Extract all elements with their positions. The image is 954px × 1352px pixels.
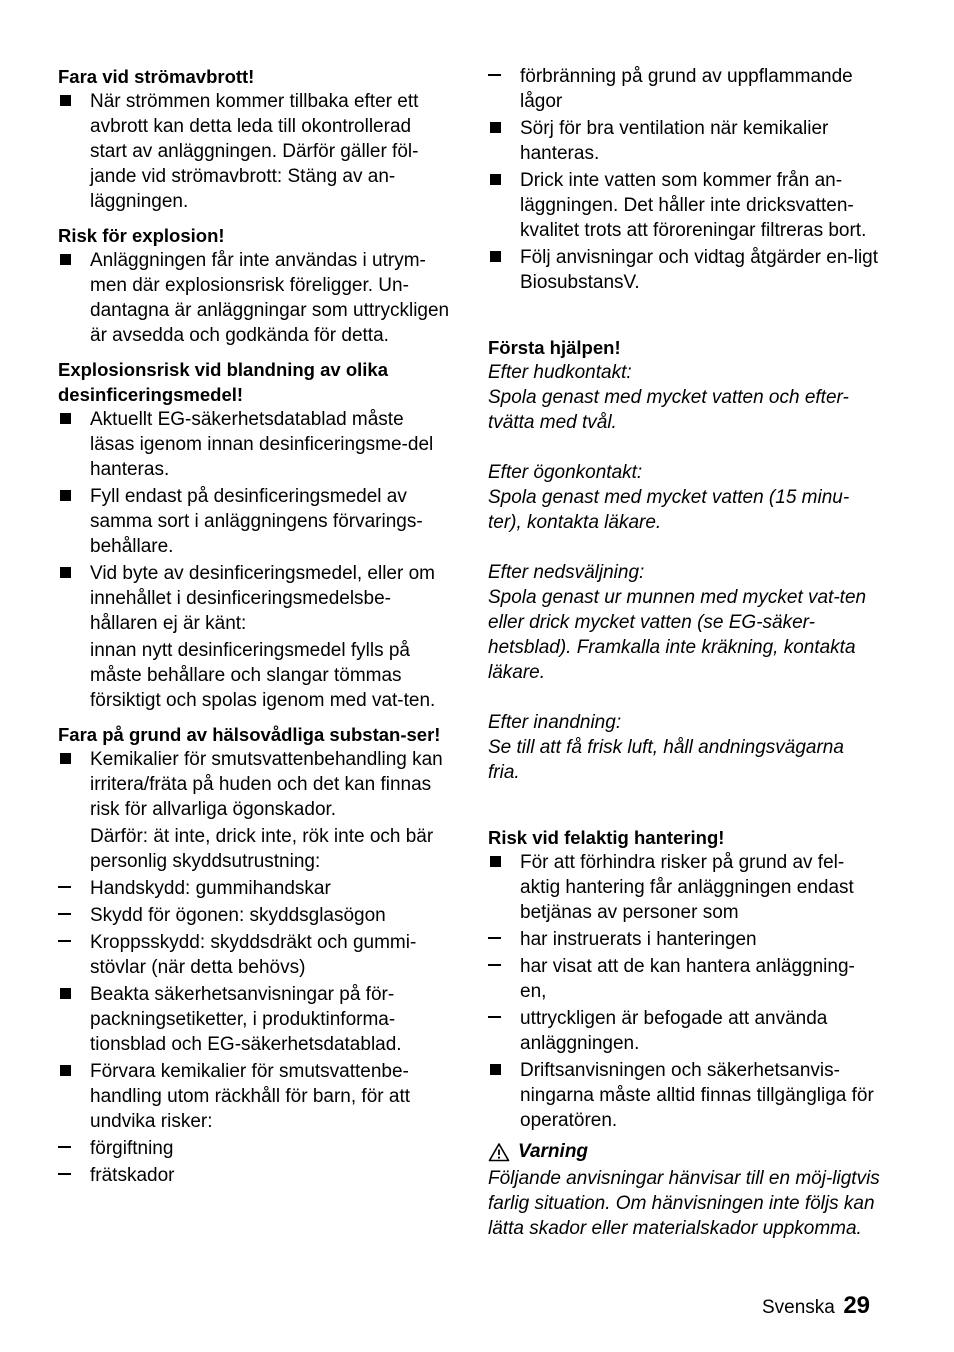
- first-aid-swallow-label: Efter nedsväljning:: [488, 562, 645, 583]
- square-bullet-icon: [488, 168, 520, 193]
- heading-explosion-risk: Risk för explosion!: [58, 225, 225, 246]
- dash-text: har instruerats i hanteringen: [520, 929, 757, 950]
- bullet-item: [488, 850, 880, 925]
- dash-item: [58, 903, 450, 928]
- bullet-text: Förvara kemikalier för smutsvattenbe-handling utom räckhåll för barn, för att undvika risker:: [90, 1061, 411, 1132]
- first-aid-skin-label: Efter hudkontakt:: [488, 362, 632, 383]
- first-aid-eye-text: Spola genast med mycket vatten (15 minu-ter), kontakta läkare.: [488, 487, 850, 533]
- bullet-item: [488, 245, 880, 295]
- square-bullet-icon: [58, 561, 90, 586]
- square-bullet-icon: [488, 850, 520, 875]
- square-bullet-icon: [58, 982, 90, 1007]
- dash-text: Skydd för ögonen: skyddsglasögon: [90, 905, 386, 926]
- page-number: 29: [843, 1292, 871, 1319]
- first-aid-skin-text: Spola genast med mycket vatten och efter-tvätta med tvål.: [488, 387, 849, 433]
- bullet-text: Drick inte vatten som kommer från an-läggningen. Det håller inte dricksvatten-kvalitet trots att föroreningar filtreras bort.: [520, 170, 867, 241]
- bullet-continuation: innan nytt desinficeringsmedel fylls på måste behållare och slangar tömmas försiktigt och spolas igenom med vat-ten.: [90, 640, 436, 711]
- warning-label: Varning: [518, 1141, 589, 1162]
- heading-disinfectant-mixing: Explosionsrisk vid blandning av olika desinficeringsmedel!: [58, 359, 389, 405]
- dash-text: har visat att de kan hantera anläggning-en,: [520, 956, 855, 1002]
- bullet-item: [58, 248, 450, 348]
- first-aid-eye-label: Efter ögonkontakt:: [488, 462, 643, 483]
- dash-item: [58, 1136, 450, 1161]
- heading-first-aid: Första hjälpen!: [488, 337, 621, 358]
- first-aid-inhale-text: Se till att få frisk luft, håll andningsvägarna fria.: [488, 737, 844, 783]
- dash-item: [58, 876, 450, 901]
- dash-bullet-icon: [58, 930, 90, 955]
- dash-text: förgiftning: [90, 1138, 174, 1159]
- dash-bullet-icon: [488, 64, 520, 89]
- warning-text: Följande anvisningar hänvisar till en möj-ligtvis farlig situation. Om hänvisningen inte följs kan lätta skador eller materialskador uppkomma.: [488, 1168, 880, 1239]
- bullet-text: Aktuellt EG-säkerhetsdatablad måste läsas igenom innan desinficeringsme-del hanteras.: [90, 409, 434, 480]
- bullet-item: [58, 89, 450, 214]
- dash-text: Kroppsskydd: skyddsdräkt och gummi-stövlar (när detta behövs): [90, 932, 417, 978]
- heading-hazardous-substances: Fara på grund av hälsovådliga substan-ser!: [58, 724, 441, 745]
- dash-item: [488, 64, 880, 114]
- dash-text: uttryckligen är befogade att använda anläggningen.: [520, 1008, 828, 1054]
- dash-item: [488, 1006, 880, 1056]
- square-bullet-icon: [58, 747, 90, 772]
- bullet-text: Sörj för bra ventilation när kemikalier hanteras.: [520, 118, 829, 164]
- dash-bullet-icon: [58, 876, 90, 901]
- bullet-item: [58, 982, 450, 1057]
- footer-language: Svenska: [762, 1297, 835, 1318]
- bullet-item: [58, 747, 450, 822]
- dash-item: [58, 930, 450, 980]
- bullet-text: Följ anvisningar och vidtag åtgärder en-ligt BiosubstansV.: [520, 247, 879, 293]
- square-bullet-icon: [58, 1059, 90, 1084]
- heading-power-failure: Fara vid strömavbrott!: [58, 66, 255, 87]
- dash-bullet-icon: [58, 1163, 90, 1188]
- bullet-item: [488, 116, 880, 166]
- bullet-item: [58, 561, 450, 636]
- bullet-text: Vid byte av desinficeringsmedel, eller om innehållet i desinficeringsmedelsbe-hållaren ej är känt:: [90, 563, 435, 634]
- warning-heading: [488, 1139, 880, 1164]
- dash-item: [488, 927, 880, 952]
- bullet-text: Kemikalier för smutsvattenbehandling kan irritera/fräta på huden och det kan finnas risk för allvarliga ögonskador.: [90, 749, 443, 820]
- bullet-text: När strömmen kommer tillbaka efter ett avbrott kan detta leda till okontrollerad start av anläggningen. Därför gäller föl-jande vid strömavbrott: Stäng av an-läggningen.: [90, 91, 419, 212]
- bullet-text: För att förhindra risker på grund av fel-aktig hantering får anläggningen endast betjänas av personer som: [520, 852, 854, 923]
- heading-misuse-risk: Risk vid felaktig hantering!: [488, 827, 725, 848]
- dash-bullet-icon: [488, 1006, 520, 1031]
- bullet-text: Driftsanvisningen och säkerhetsanvis-ningarna måste alltid finnas tillgängliga för operatören.: [520, 1060, 874, 1131]
- dash-bullet-icon: [58, 903, 90, 928]
- first-aid-swallow-text: Spola genast ur munnen med mycket vat-ten eller drick mycket vatten (se EG-säker-hetsblad). Framkalla inte kräkning, kontakta läkare.: [488, 587, 867, 683]
- square-bullet-icon: [58, 89, 90, 114]
- dash-bullet-icon: [488, 954, 520, 979]
- page-footer: [762, 1292, 870, 1320]
- dash-bullet-icon: [58, 1136, 90, 1161]
- square-bullet-icon: [58, 407, 90, 432]
- dash-item: [58, 1163, 450, 1188]
- square-bullet-icon: [488, 245, 520, 270]
- bullet-continuation: Därför: ät inte, drick inte, rök inte och bär personlig skyddsutrustning:: [90, 826, 434, 872]
- square-bullet-icon: [58, 484, 90, 509]
- square-bullet-icon: [488, 116, 520, 141]
- bullet-item: [58, 1059, 450, 1134]
- square-bullet-icon: [488, 1058, 520, 1083]
- dash-item: [488, 954, 880, 1004]
- bullet-item: [488, 168, 880, 243]
- bullet-text: Beakta säkerhetsanvisningar på för-packningsetiketter, i produktinforma-tionsblad och EG-säkerhetsdatablad.: [90, 984, 402, 1055]
- bullet-text: Fyll endast på desinficeringsmedel av samma sort i anläggningens förvarings-behållare.: [90, 486, 423, 557]
- dash-text: Handskydd: gummihandskar: [90, 878, 331, 899]
- left-column: [58, 64, 450, 1188]
- dash-bullet-icon: [488, 927, 520, 952]
- right-column: [488, 64, 880, 1241]
- bullet-text: Anläggningen får inte användas i utrym-men där explosionsrisk föreligger. Un-dantagna är anläggningar som uttryckligen är avsedda och godkända för detta.: [90, 250, 450, 346]
- dash-text: frätskador: [90, 1165, 175, 1186]
- warning-triangle-icon: [488, 1142, 510, 1162]
- first-aid-inhale-label: Efter inandning:: [488, 712, 622, 733]
- bullet-item: [488, 1058, 880, 1133]
- dash-text: förbränning på grund av uppflammande lågor: [520, 66, 853, 112]
- bullet-item: [58, 407, 450, 482]
- square-bullet-icon: [58, 248, 90, 273]
- bullet-item: [58, 484, 450, 559]
